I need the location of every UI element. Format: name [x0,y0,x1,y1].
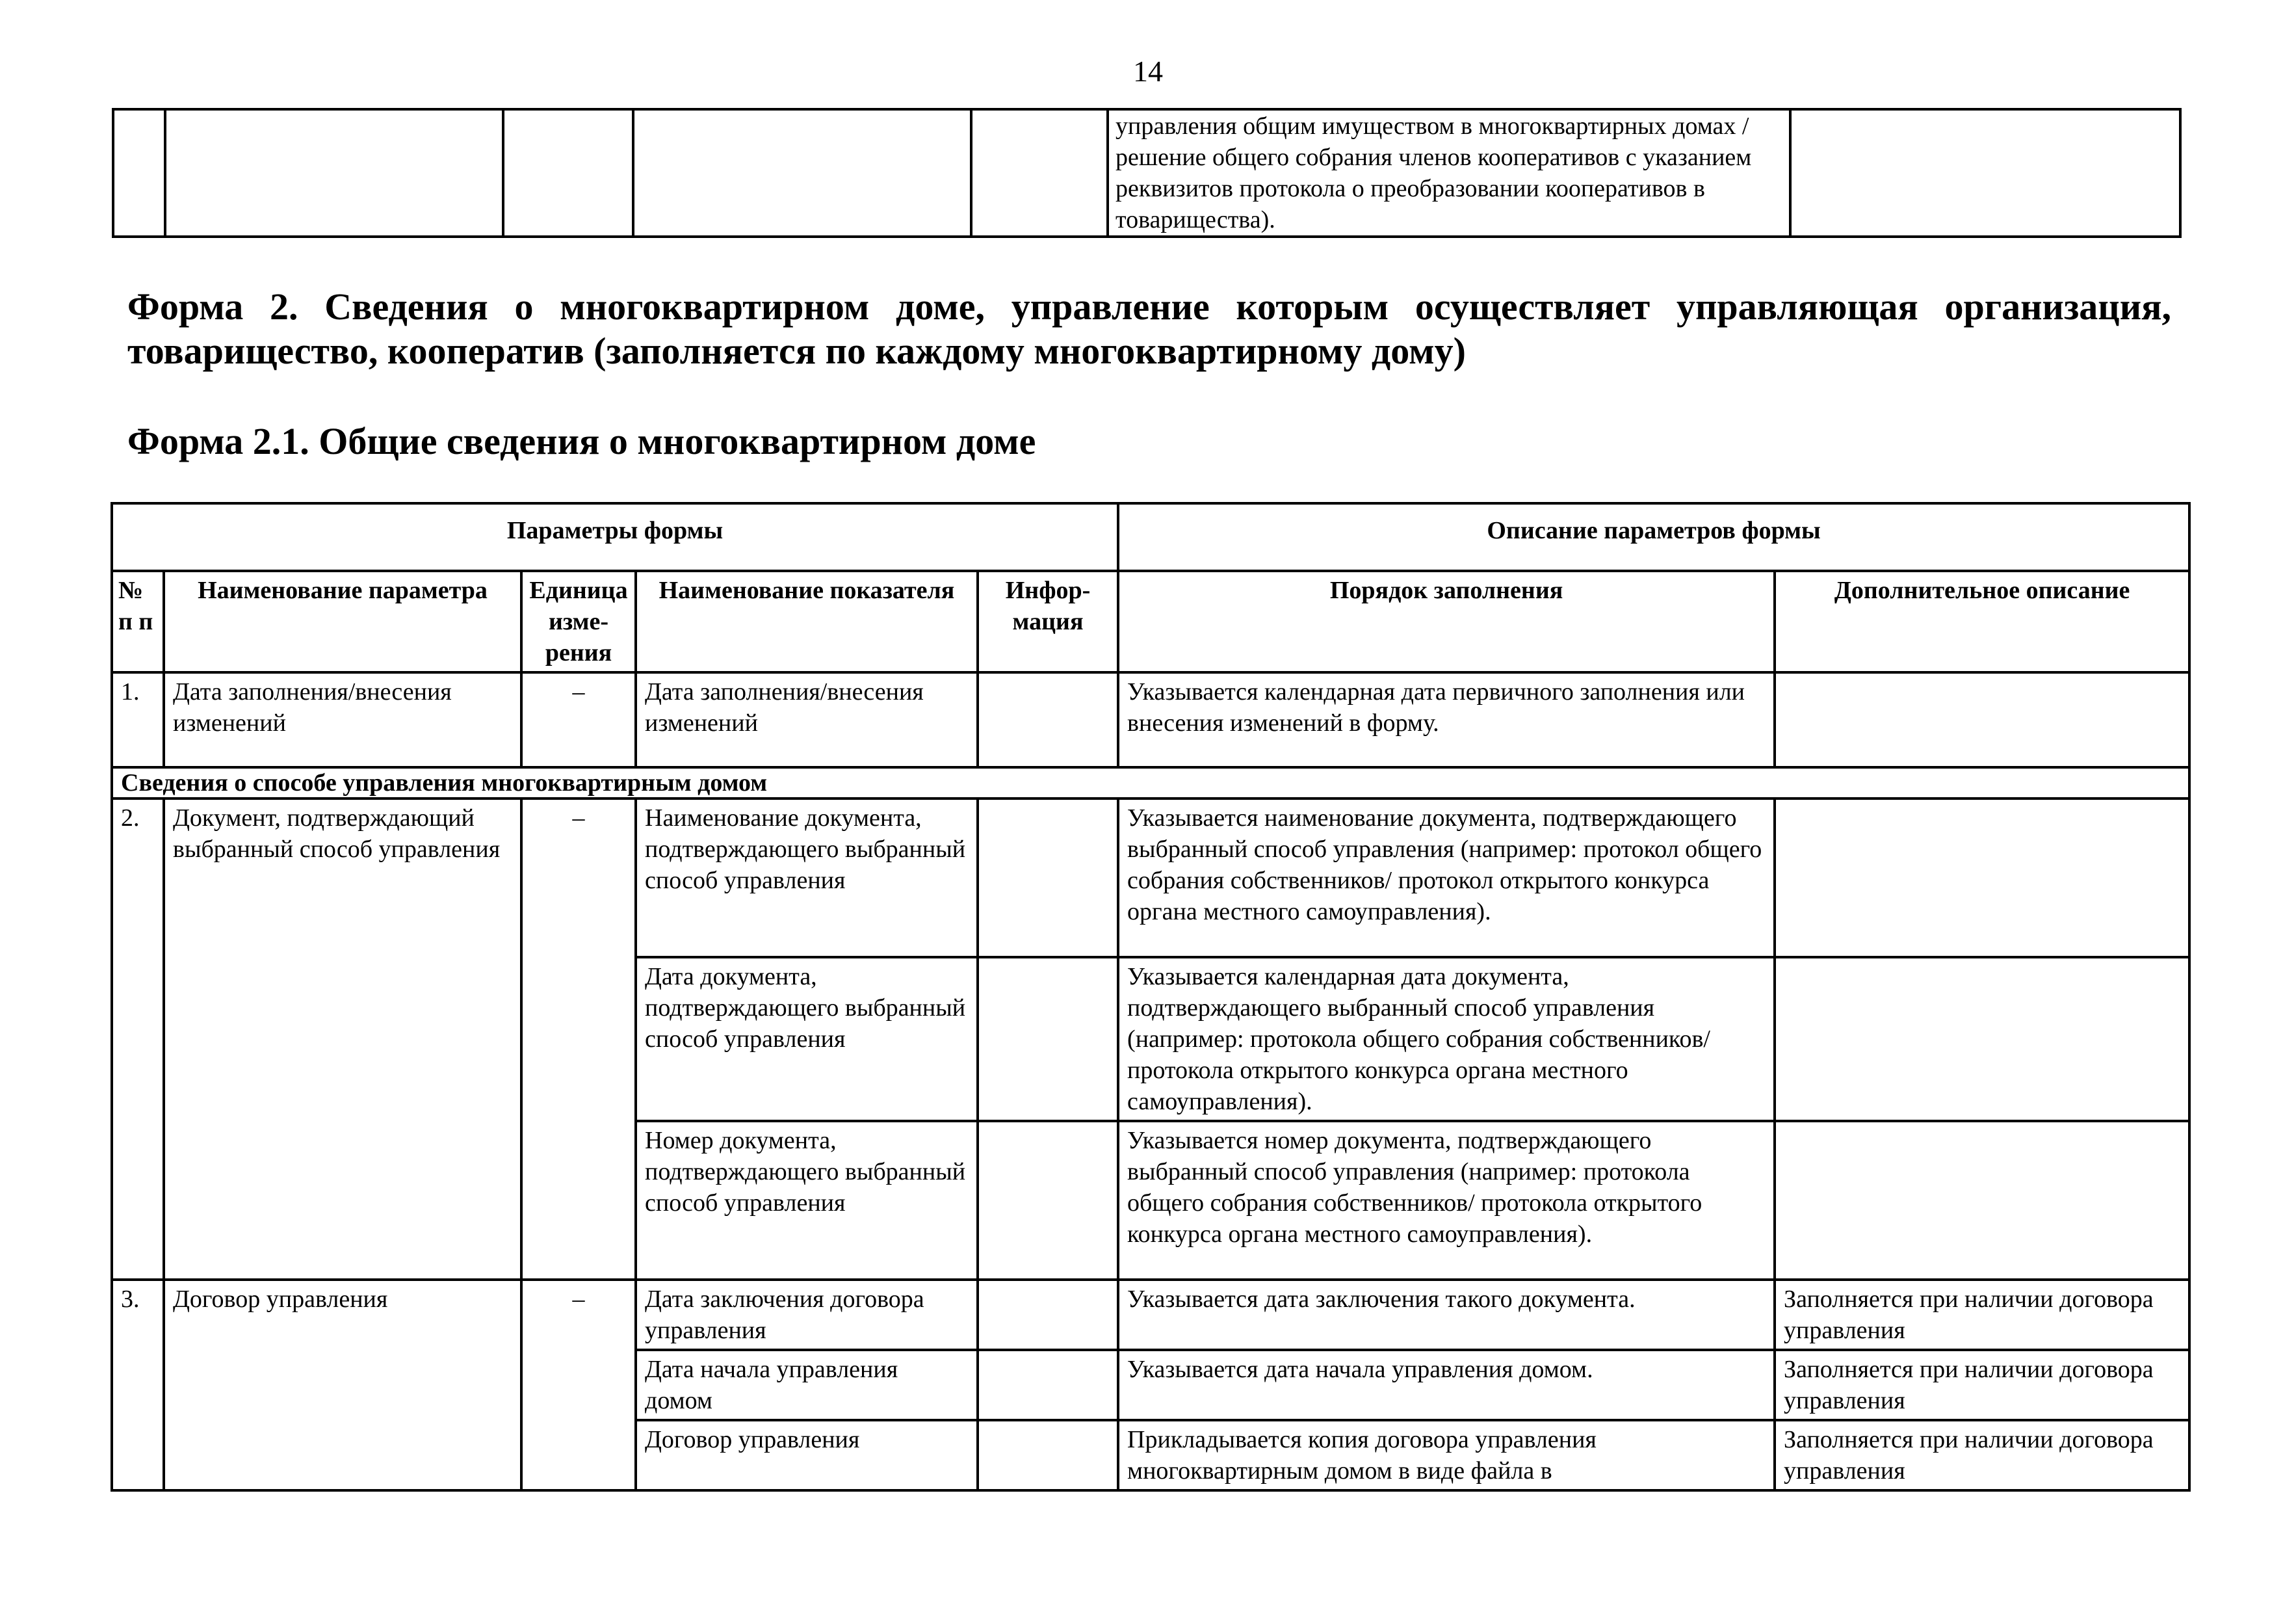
cell [1790,109,2180,237]
row-3a-extra: Заполняется при наличии договора управления [1775,1280,2189,1350]
form2-title: Форма 2. Сведения о многоквартирном доме, управление которым осуществляет управляющая организация, товарищество, кооператив (заполняется по каждому многоквартирному дому) [127,285,2171,372]
group-header-params: Параметры формы [112,503,1118,571]
col-header-unit: Единица изме- рения [521,571,636,672]
row-3a-info [978,1280,1118,1350]
row-2-param: Документ, подтверждающий выбранный способ управления [164,798,521,1280]
row-3-param: Договор управления [164,1280,521,1490]
row-3c-order: Прикладывается копия договора управления многоквартирным домом в виде файла в [1118,1420,1775,1490]
row-2b-info [978,957,1118,1121]
col-header-extra: Дополнительное описание [1775,571,2189,672]
row-2a-order: Указывается наименование документа, подтверждающего выбранный способ управления (например: протокол общего собрания собственников/ протокол открытого конкурса органа местного самоуправления). [1118,798,1775,957]
row-2a-indicator: Наименование документа, подтверждающего выбранный способ управления [636,798,978,957]
col-header-order: Порядок заполнения [1118,571,1775,672]
form21-title: Форма 2.1. Общие сведения о многоквартирном доме [127,420,1036,462]
row-2a-extra [1775,798,2189,957]
form-2-1-table [111,502,2191,1492]
row-3c-indicator: Договор управления [636,1420,978,1490]
row-3b-info [978,1350,1118,1420]
row-2c-order: Указывается номер документа, подтверждающего выбранный способ управления (например: протокола общего собрания собственников/ протокола открытого конкурса органа местного самоуправления). [1118,1121,1775,1280]
row-1-param: Дата заполнения/внесения изменений [164,672,521,767]
row-2c-extra [1775,1121,2189,1280]
cell [165,109,503,237]
section-management-header: Сведения о способе управления многоквартирным домом [112,767,2189,798]
continuation-text: управления общим имуществом в многоквартирных домах / решение общего собрания членов кооперативов с указанием реквизитов протокола о преобразовании кооперативов в товарищества). [1108,109,1790,237]
row-1-unit: – [521,672,636,767]
row-2-unit: – [521,798,636,1280]
cell [971,109,1108,237]
row-3c-info [978,1420,1118,1490]
row-1-num: 1. [112,672,164,767]
row-3a-indicator: Дата заключения договора управления [636,1280,978,1350]
cell [503,109,633,237]
col-header-info: Инфор- мация [978,571,1118,672]
cell [633,109,971,237]
page-number: 14 [1133,55,1163,88]
row-1-order: Указывается календарная дата первичного заполнения или внесения изменений в форму. [1118,672,1775,767]
row-3b-order: Указывается дата начала управления домом. [1118,1350,1775,1420]
row-3b-indicator: Дата начала управления домом [636,1350,978,1420]
row-2a-info [978,798,1118,957]
group-header-description: Описание параметров формы [1118,503,2189,571]
row-1-extra [1775,672,2189,767]
row-1-indicator: Дата заполнения/внесения изменений [636,672,978,767]
col-header-indicator: Наименование показателя [636,571,978,672]
continuation-table [112,108,2182,238]
row-3b-extra: Заполняется при наличии договора управления [1775,1350,2189,1420]
row-2b-order: Указывается календарная дата документа, подтверждающего выбранный способ управления (например: протокола общего собрания собственников/ протокола открытого конкурса органа местного самоуправления). [1118,957,1775,1121]
row-2b-extra [1775,957,2189,1121]
row-3-unit: – [521,1280,636,1490]
row-3-num: 3. [112,1280,164,1490]
row-3a-order: Указывается дата заключения такого документа. [1118,1280,1775,1350]
cell [113,109,165,237]
col-header-param-name: Наименование параметра [164,571,521,672]
row-3c-extra: Заполняется при наличии договора управления [1775,1420,2189,1490]
row-2-num: 2. [112,798,164,1280]
row-1-info [978,672,1118,767]
row-2c-info [978,1121,1118,1280]
row-2b-indicator: Дата документа, подтверждающего выбранный способ управления [636,957,978,1121]
col-header-num: № п п [112,571,164,672]
row-2c-indicator: Номер документа, подтверждающего выбранный способ управления [636,1121,978,1280]
